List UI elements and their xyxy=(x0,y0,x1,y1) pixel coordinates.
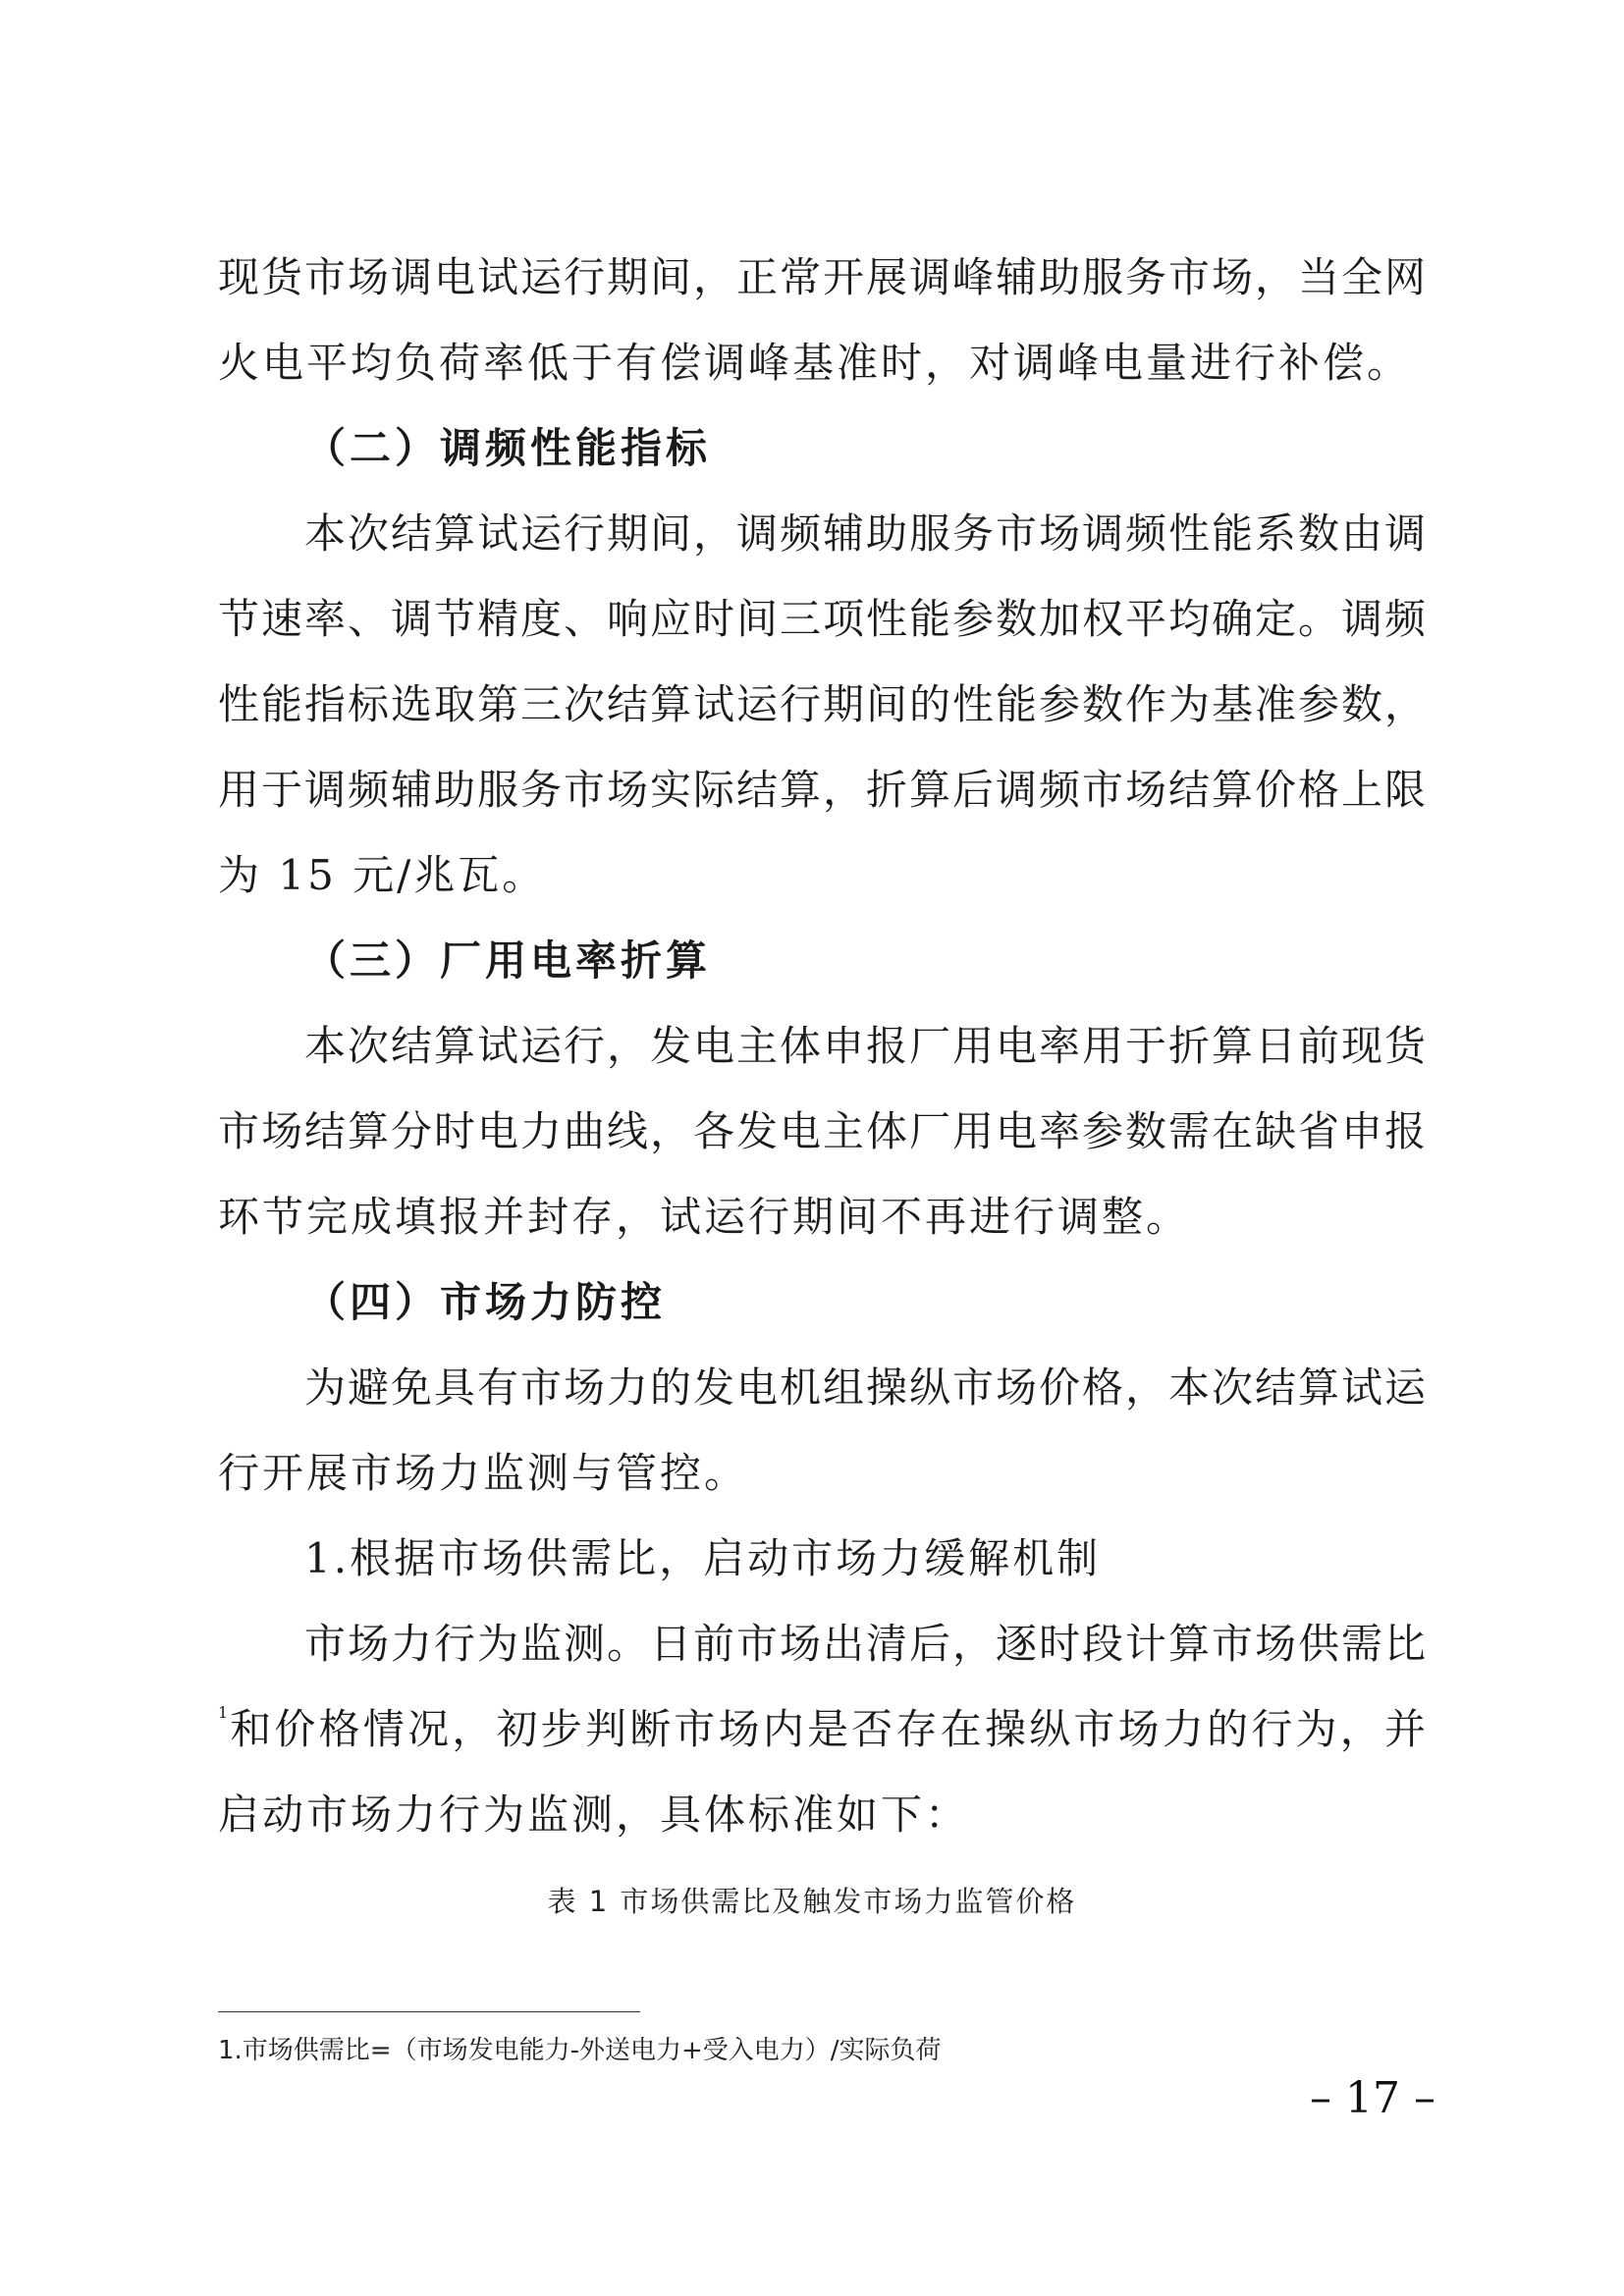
footnote-marker[interactable]: 1 xyxy=(218,1703,229,1722)
subheading: 1.根据市场供需比，启动市场力缓解机制 xyxy=(304,1534,1102,1582)
paragraph-line: 本次结算试运行，发电主体申报厂用电率用于折算日前现货 xyxy=(304,1022,1426,1070)
paragraph-line: 用于调频辅助服务市场实际结算，折算后调频市场结算价格上限 xyxy=(218,766,1426,814)
footnote-divider xyxy=(218,2011,640,2012)
section-heading: （三）厂用电率折算 xyxy=(304,936,712,985)
paragraph-line-text: 和价格情况，初步判断市场内是否存在操纵市场力的行为，并 xyxy=(230,1705,1426,1753)
paragraph-line: 行开展市场力监测与管控。 xyxy=(218,1449,749,1497)
paragraph-line: 本次结算试运行期间，调频辅助服务市场调频性能系数由调 xyxy=(304,509,1426,558)
paragraph-line: 启动市场力行为监测，具体标准如下： xyxy=(218,1790,970,1839)
table-caption: 表 1 市场供需比及触发市场力监管价格 xyxy=(547,1885,1077,1918)
section-heading: （二）调频性能指标 xyxy=(304,424,712,472)
paragraph-line: 环节完成填报并封存，试运行期间不再进行调整。 xyxy=(218,1193,1191,1241)
paragraph-line xyxy=(218,1705,1426,1754)
paragraph-line: 节速率、调节精度、响应时间三项性能参数加权平均确定。调频 xyxy=(218,595,1426,643)
page-number: – 17 – xyxy=(1310,2073,1435,2123)
paragraph-line: 为避免具有市场力的发电机组操纵市场价格，本次结算试运 xyxy=(304,1363,1426,1412)
paragraph-line: 市场结算分时电力曲线，各发电主体厂用电率参数需在缺省申报 xyxy=(218,1107,1426,1155)
paragraph-line: 现货市场调电试运行期间，正常开展调峰辅助服务市场，当全网 xyxy=(218,253,1426,301)
paragraph-line: 性能指标选取第三次结算试运行期间的性能参数作为基准参数， xyxy=(218,680,1426,728)
paragraph-line: 市场力行为监测。日前市场出清后，逐时段计算市场供需比 xyxy=(304,1620,1426,1668)
paragraph-line: 为 15 元/兆瓦。 xyxy=(218,851,547,899)
section-heading: （四）市场力防控 xyxy=(304,1278,667,1326)
footnote: 1.市场供需比=（市场发电能力-外送电力+受入电力）/实际负荷 xyxy=(218,2036,942,2065)
paragraph-line: 火电平均负荷率低于有偿调峰基准时，对调峰电量进行补偿。 xyxy=(218,339,1412,387)
